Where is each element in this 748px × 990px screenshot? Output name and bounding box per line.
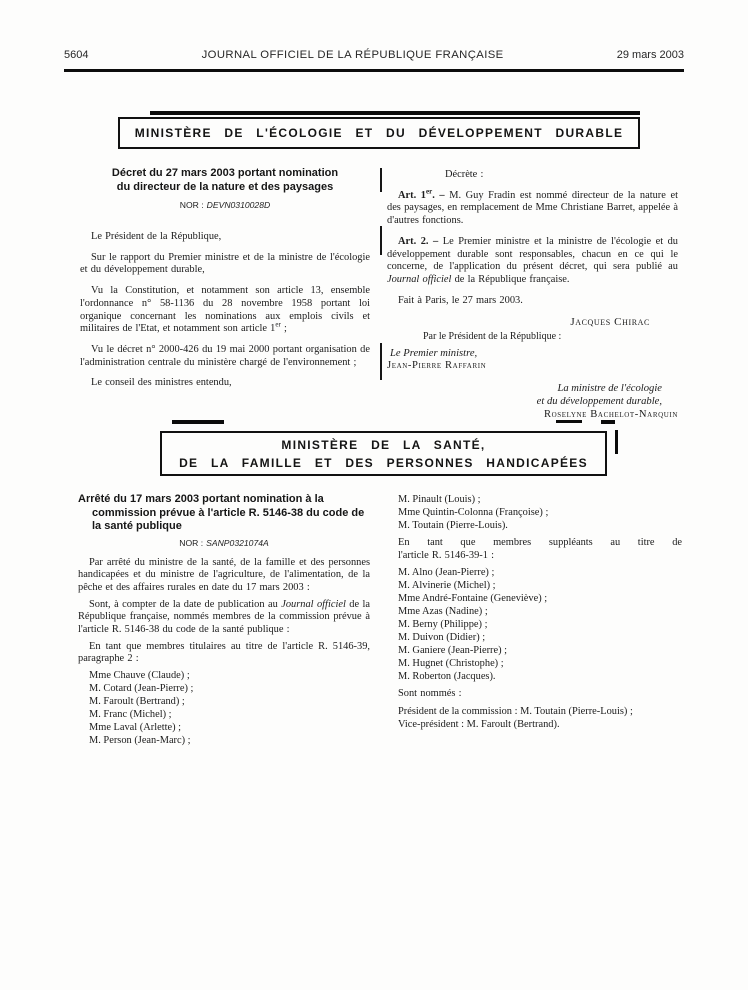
paragraph-conseil: Le conseil des ministres entendu, [91,377,232,389]
decree-left-column [80,167,370,390]
ministry-sante-title-line1: MINISTÈRE DE LA SANTÉ, [281,437,486,452]
signature-chirac: Jacques Chirac [570,316,650,329]
paragraph-rapport: Sur le rapport du Premier ministre et de la ministre de l'écologie et du développement durable, [80,251,370,276]
paragraph-constitution: Vu la Constitution, et notamment son article 13, ensemble l'ordonnance n° 58-1136 du 28 novembre 1958 portant loi organique concernant les nominations aux emplois civils et militaires de l'Etat, et notamment son article 1er ; [80,285,370,335]
ministry-ecology-title: MINISTÈRE DE L'ÉCOLOGIE ET DU DÉVELOPPEMENT DURABLE [134,126,624,140]
column-divider-segment [380,343,382,380]
president-commission-line: Président de la commission : M. Toutain (Pierre-Louis) ; [398,706,633,718]
issue-date: 29 mars 2003 [616,49,684,61]
ministry-sante-title-line2: DE LA FAMILLE ET DES PERSONNES HANDICAPÉES [179,455,588,470]
paragraph-decrete: Décrète : [445,169,484,180]
page-number: 5604 [64,49,89,61]
member-suppleant: M. Alvinerie (Michel) ; [398,580,496,592]
member-titulaire: Mme Quintin-Colonna (Françoise) ; [398,507,549,518]
paragraph-fait-a-paris: Fait à Paris, le 27 mars 2003. [398,294,523,306]
column-divider-segment [380,168,382,192]
member-titulaire: M. Person (Jean-Marc) ; [89,735,191,747]
member-titulaire: M. Franc (Michel) ; [89,709,172,721]
paragraph-article-1: Art. 1er. – M. Guy Fradin est nommé directeur de la nature et des paysages, en remplacement de Mme Christiane Barret, appelée à d'autres fonctions. [387,187,678,227]
nor-label: NOR : [179,537,204,548]
member-suppleant: M. Duivon (Didier) ; [398,632,486,644]
arrete-title: Arrêté du 17 mars 2003 portant nomination à la commission prévue à l'article R. 5146-38 du code de la santé publique [78,493,365,532]
member-titulaire: M. Toutain (Pierre-Louis). [398,520,508,531]
paragraph-sont-nommes: Sont nommés : [398,688,462,700]
member-suppleant: M. Hugnet (Christophe) ; [398,658,504,670]
member-suppleant: Mme André-Fontaine (Geneviève) ; [398,593,548,605]
nor-line-ecology [80,200,370,210]
decree-right-column [387,164,678,420]
member-suppleant: M. Roberton (Jacques). [398,671,496,683]
ministry-sante-title-box [160,431,607,476]
role-premier-ministre: Le Premier ministre, [390,348,478,360]
member-titulaire: Mme Chauve (Claude) ; [89,670,190,682]
ministry-ecology-title-box [118,117,640,149]
scan-artifact-mark [172,420,224,424]
paragraph-decret-2000: Vu le décret n° 2000-426 du 19 mai 2000 portant organisation de l'administration centrale du ministère chargé de l'environnement ; [80,343,370,368]
member-titulaire: M. Pinault (Louis) ; [398,494,481,505]
decree-title [80,167,370,194]
role-ministre-ecologie: La ministre de l'écologie et du développement durable, [536,383,662,408]
member-titulaire: M. Cotard (Jean-Pierre) ; [89,683,194,695]
member-titulaire: Mme Laval (Arlette) ; [89,722,182,734]
scan-artifact-bar-top [150,111,640,115]
arrete-left-column [78,493,370,747]
header-rule [64,69,684,72]
journal-title: JOURNAL OFFICIEL DE LA RÉPUBLIQUE FRANÇAISE [201,49,504,61]
scan-artifact-mark [615,430,618,454]
member-suppleant: M. Alno (Jean-Pierre) ; [398,567,495,579]
column-divider-segment [380,226,382,255]
nor-line-sante [78,538,370,548]
arrete-right-column [387,493,682,731]
nor-code: DEVN0310028D [206,200,271,210]
decree-title-line2: du directeur de la nature et des paysages [116,180,334,193]
member-suppleant: M. Berny (Philippe) ; [398,619,488,631]
member-suppleant: M. Ganiere (Jean-Pierre) ; [398,645,508,657]
par-le-president-line: Par le Président de la République : [423,331,562,343]
member-suppleant: Mme Azas (Nadine) ; [398,606,488,618]
vice-president-line: Vice-président : M. Faroult (Bertrand). [398,719,560,731]
member-titulaire: M. Faroult (Bertrand) ; [89,696,185,708]
paragraph-sont-nommes-membres: Sont, à compter de la date de publication au Journal officiel de la République française, nommés membres de la commission prévue à l'article R. 5146-38 du code de la santé publique : [78,598,371,636]
paragraph-par-arrete: Par arrêté du ministre de la santé, de la famille et des personnes handicapées et du ministre de l'agriculture, de l'alimentation, de la pêche et des affaires rurales en date du 17 mars 2003 : [78,556,370,593]
decree-title-line1: Décret du 27 mars 2003 portant nomination [111,167,339,179]
paragraph-article-2: Art. 2. – Le Premier ministre et la ministre de l'écologie et du développement durable sont responsables, chacun en ce qui le concerne, de l'application du présent décret, qui sera publié au Journal officiel de la République française. [387,235,678,285]
paragraph-suppleants-intro: En tant que membres suppléants au titre de l'article R. 5146-39-1 : [398,537,682,561]
signature-bachelot-narquin: Roselyne Bachelot-Narquin [543,409,678,421]
nor-label: NOR : [179,200,204,210]
nor-code: SANP0321074A [206,537,269,548]
signature-raffarin: Jean-Pierre Raffarin [387,360,487,372]
running-head [64,49,684,61]
scan-artifact-mark [556,420,582,423]
paragraph-titulaires-intro: En tant que membres titulaires au titre de l'article R. 5146-39, paragraphe 2 : [78,640,370,665]
paragraph-president: Le Président de la République, [91,231,222,242]
scan-artifact-mark [601,420,615,424]
